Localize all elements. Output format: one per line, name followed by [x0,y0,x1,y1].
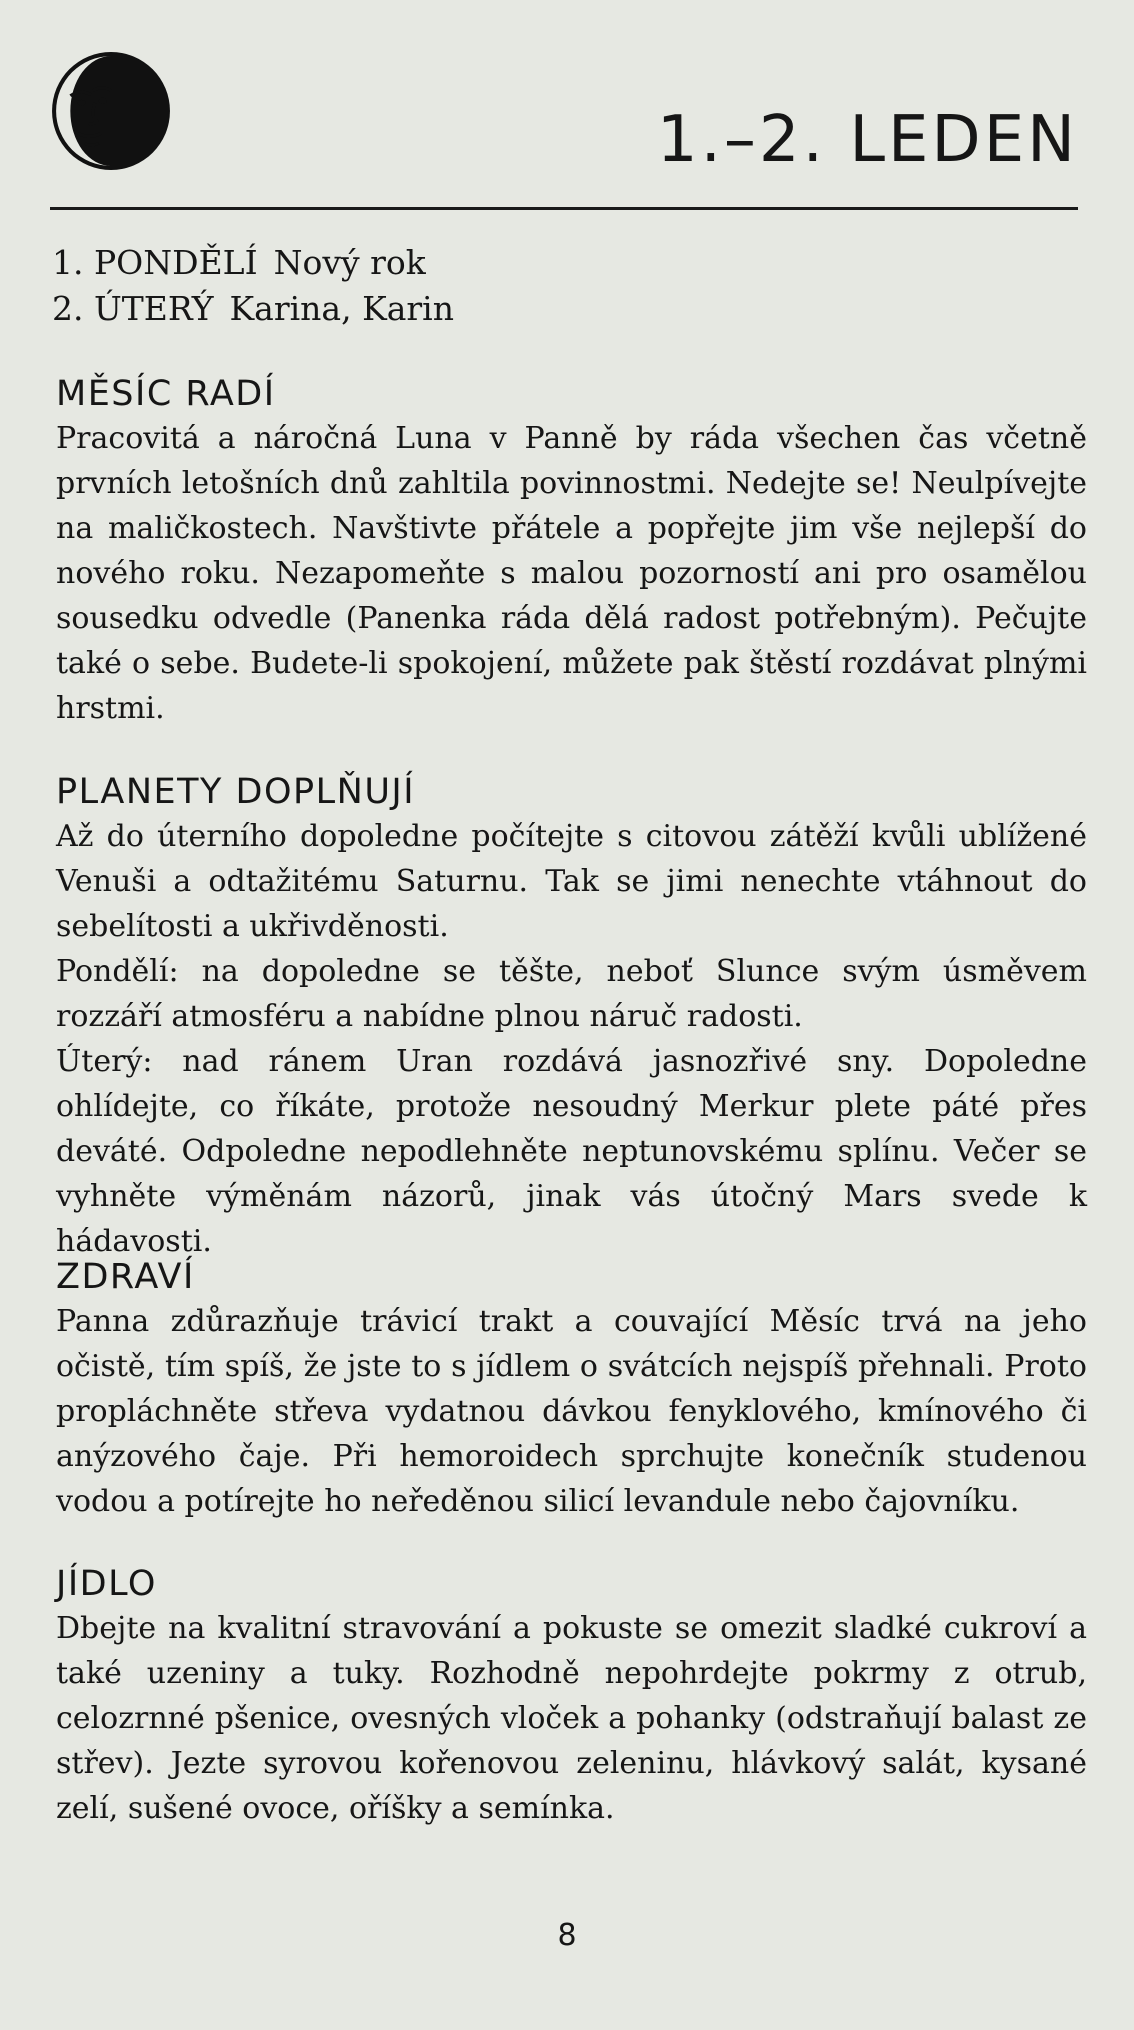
header-divider [50,207,1078,210]
date-list [52,240,454,332]
name-day: Karina, Karin [229,289,454,328]
section-heading: ZDRAVÍ [56,1257,195,1297]
section-heading: JÍDLO [56,1564,157,1604]
moon-face-icon [50,50,172,172]
section-paragraph: Úterý: nad ránem Uran rozdává jasnozřivé sny. Dopoledne ohlídejte, co říkáte, protože nesoudný Merkur plete páté přes deváté. Odpoledne nepodlehněte neptunovskému splínu. Večer se vyhněte výměnám názorů, jinak vás útočný Mars svede k hádavosti. [56,1044,1087,1259]
page-number: 8 [557,1918,577,1953]
section-paragraph: Dbejte na kvalitní stravování a pokuste se omezit sladké cukroví a také uzeniny a tuky. Rozhodně nepohrdejte pokrmy z otrub, celozrnné pšenice, ovesných vloček a pohanky (odstraňují balast ze střev). Jezte syrovou kořenovou zeleninu, hlávkový salát, kysané zelí, sušené ovoce, oříšky a semínka. [56,1611,1087,1826]
section-moon-advice [56,372,1087,731]
name-day: Nový rok [273,243,426,282]
page-title: 1.–2. LEDEN [656,103,1078,177]
section-paragraph: Pondělí: na dopoledne se těšte, neboť Slunce svým úsměvem rozzáří atmosféru a nabídne plnou náruč radosti. [56,954,1087,1034]
section-food [56,1562,1087,1831]
date-label: 1. PONDĚLÍ [52,243,258,282]
section-health [56,1255,1087,1524]
date-label: 2. ÚTERÝ [52,289,214,328]
section-heading: PLANETY DOPLŇUJÍ [56,772,416,812]
section-paragraph: Až do úterního dopoledne počítejte s citovou zátěží kvůli ublížené Venuši a odtažitému Saturnu. Tak se jimi nenechte vtáhnout do sebelítosti a ukřivděnosti. [56,819,1087,944]
section-heading: MĚSÍC RADÍ [56,374,276,414]
section-paragraph: Panna zdůrazňuje trávicí trakt a couvající Měsíc trvá na jeho očistě, tím spíš, že jste to s jídlem o svátcích nejspíš přehnali. Proto propláchněte střeva vydatnou dávkou fenyklového, kmínového či anýzového čaje. Při hemoroidech sprchujte konečník studenou vodou a potírejte ho neředěnou silicí levandule nebo čajovníku. [56,1304,1087,1519]
date-line [52,240,454,286]
date-line [52,286,454,332]
section-planets [56,770,1087,1264]
section-paragraph: Pracovitá a náročná Luna v Panně by ráda všechen čas včetně prvních letošních dnů zahltila povinnostmi. Nedejte se! Neulpívejte na maličkostech. Navštivte přátele a popřejte jim vše nejlepší do nového roku. Nezapomeňte s malou pozorností ani pro osamělou sousedku odvedle (Panenka ráda dělá radost potřebným). Pečujte také o sebe. Budete-li spokojení, můžete pak štěstí rozdávat plnými hrstmi. [56,421,1087,726]
